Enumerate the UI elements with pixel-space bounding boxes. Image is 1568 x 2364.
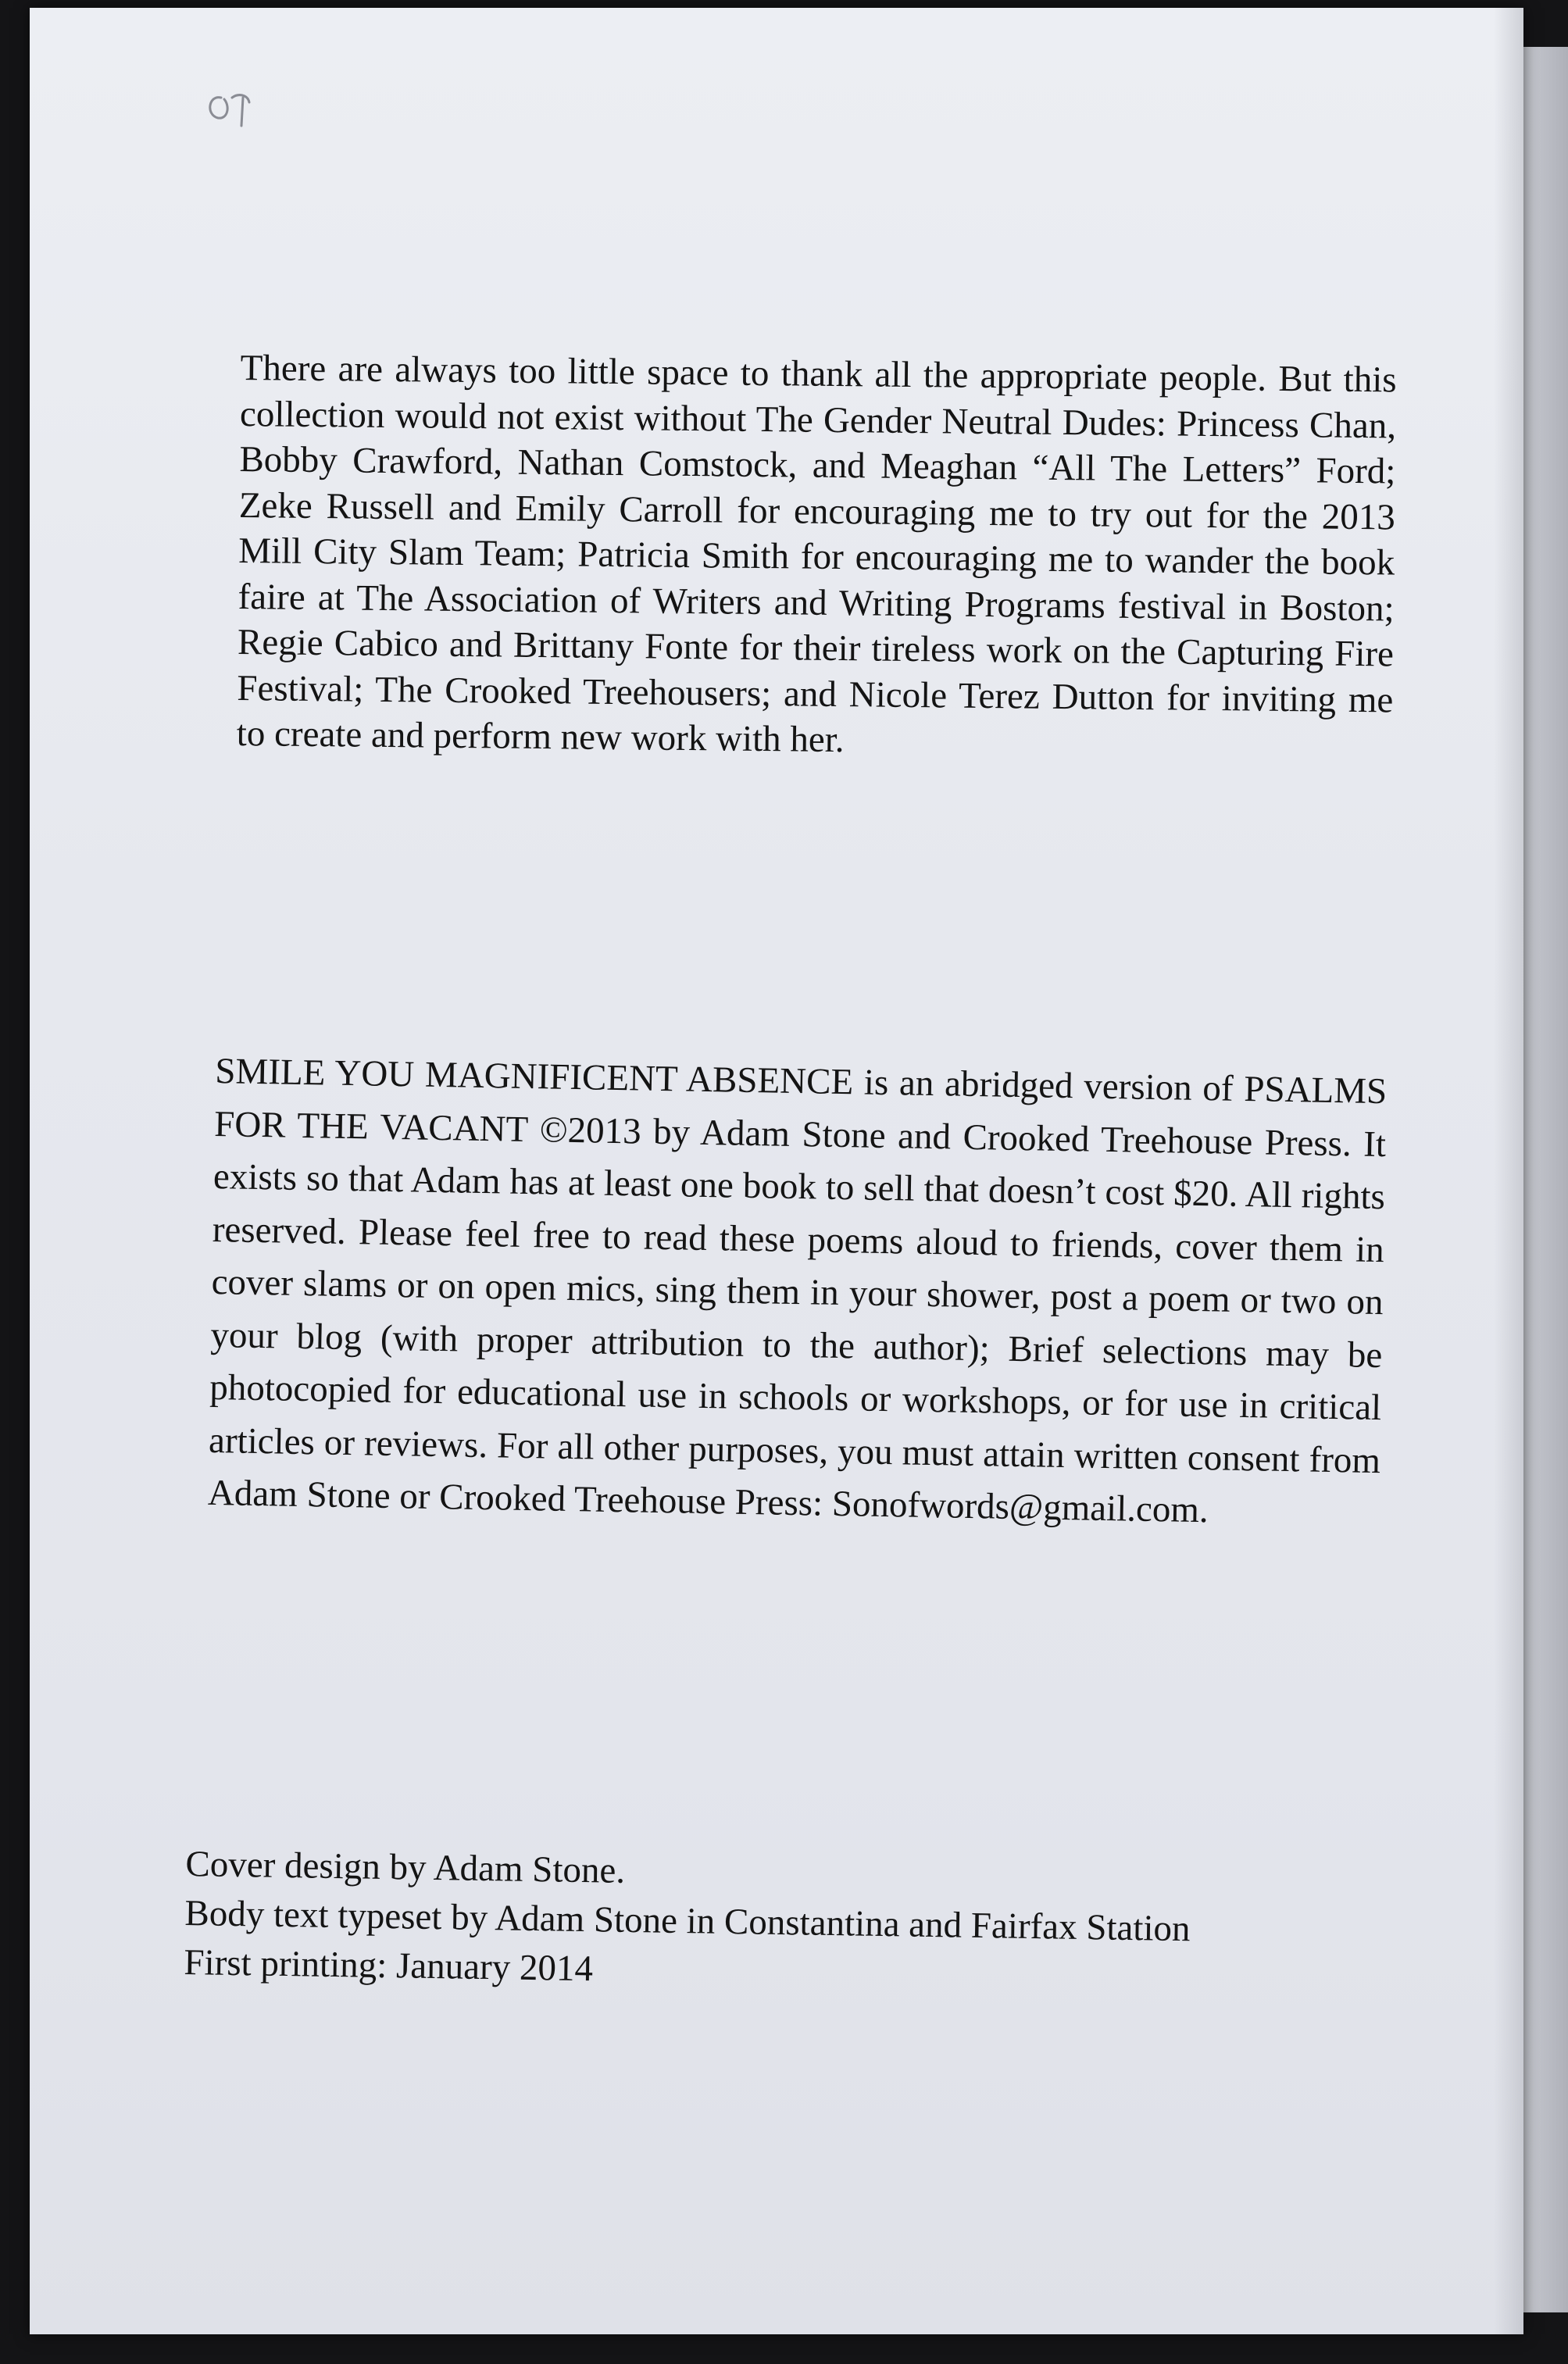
acknowledgments-paragraph: There are always too little space to thank all the appropriate people. But this collection would not exist without The Gender Neutral Dudes: Princess Chan, Bobby Crawford, Nathan Comstock, and Meaghan “All The Letters” Ford; Zeke Russell and Emily Carroll for encouraging me to try out for the 2013 Mill City Slam Team; Patricia Smith for encouraging me to wander the book faire at The Association of Writers and Writing Programs festival in Boston; Regie Cabico and Brittany Fonte for their tireless work on the Capturing Fire Festival; The Crooked Treehousers; and Nicole Terez Dutton for inviting me to create and perform new work with her.: [236, 347, 1397, 761]
credits-block: [184, 1840, 1358, 2006]
pencil-mark-icon: [198, 74, 268, 137]
cover-credit-line: Cover design by Adam Stone.: [185, 1843, 626, 1891]
copyright-paragraph: SMILE YOU MAGNIFICENT ABSENCE is an abridged version of PSALMS FOR THE VACANT ©2013 by Adam Stone and Crooked Treehouse Press. It exists so that Adam has at least one book to sell that doesn’t cost $20. All rights reserved. Please feel free to read these poems aloud to friends, cover them in cover slams or on open mics, sing them in your shower, post a poem or two on your blog (with proper attribution to the author); Brief selections may be photocopied for educational use in schools or workshops, or for use in critical articles or reviews. For all other purposes, you must attain written consent from Adam Stone or Crooked Treehouse Press: Sonofwords@gmail.com.: [207, 1050, 1388, 1531]
page-shadow-edge: [1494, 8, 1523, 2334]
printing-credit-line: First printing: January 2014: [184, 1941, 594, 1990]
typeset-credit-line: Body text typeset by Adam Stone in Constantina and Fairfax Station: [184, 1892, 1191, 1950]
book-page: [30, 8, 1523, 2334]
